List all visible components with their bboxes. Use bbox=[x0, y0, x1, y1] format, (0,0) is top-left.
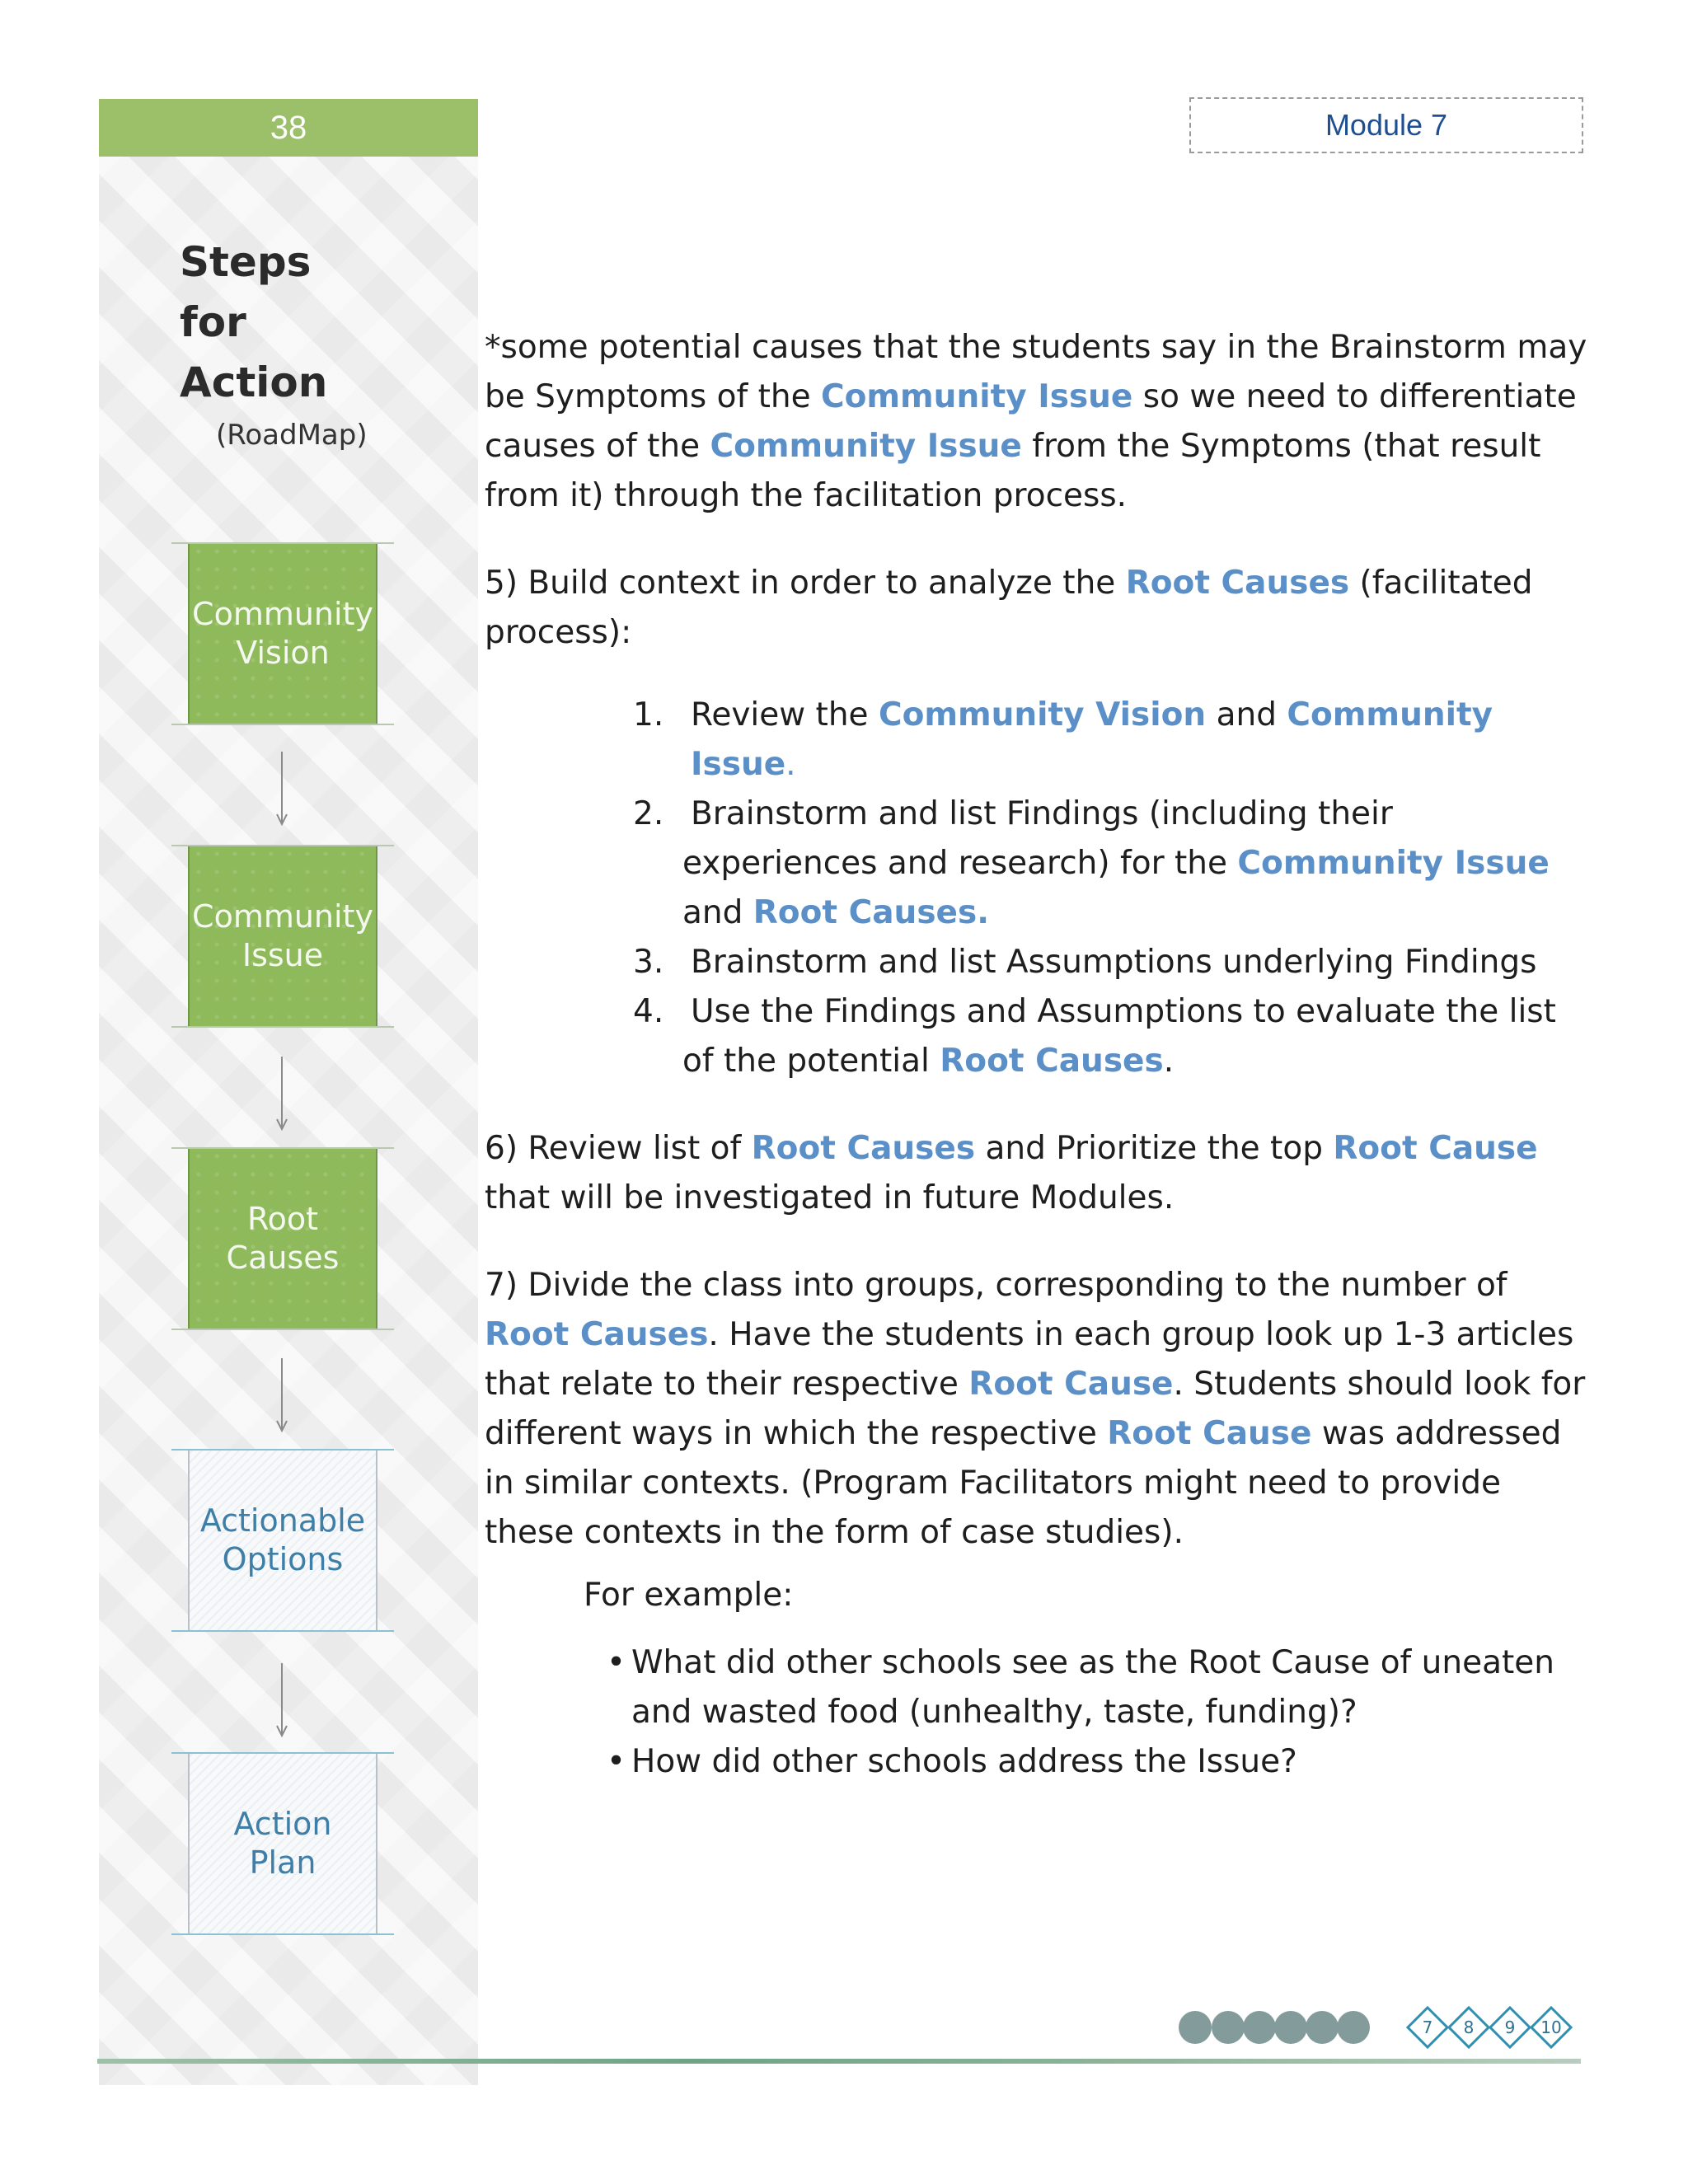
arrow-down-icon bbox=[275, 1358, 288, 1432]
step-label: Issue bbox=[241, 937, 324, 973]
text: . bbox=[785, 746, 796, 783]
keyword-root-causes: Root Causes bbox=[940, 1043, 1164, 1080]
paragraph-step-5 bbox=[485, 559, 1597, 658]
text: . Students should look for different ways in which the respective bbox=[485, 1366, 1586, 1452]
list-item bbox=[633, 691, 1597, 790]
bullet-icon: • bbox=[607, 1644, 626, 1681]
bullet-list bbox=[607, 1638, 1597, 1787]
example-label: For example: bbox=[584, 1577, 794, 1614]
text: Use the Findings and Assumptions to evaluate the list bbox=[691, 993, 1556, 1030]
text: experiences and research) for the bbox=[682, 845, 1238, 882]
text: *some potential causes that the students say in the Brainstorm may be Symptoms of the bbox=[485, 329, 1587, 415]
keyword-community-issue: Community Issue bbox=[710, 428, 1022, 465]
arrow-down-icon bbox=[275, 752, 288, 826]
list-item bbox=[633, 938, 1597, 987]
paragraph-step-6 bbox=[485, 1124, 1597, 1223]
keyword-community-issue: Community Issue bbox=[820, 378, 1133, 415]
steps-title-line: Steps bbox=[180, 238, 312, 286]
keyword-root-cause: Root Cause bbox=[1333, 1130, 1538, 1167]
keyword-root-causes: Root Causes bbox=[485, 1316, 709, 1353]
steps-title bbox=[180, 232, 327, 413]
text: so we need to differentiate causes of the bbox=[485, 378, 1577, 465]
paragraph-symptoms-note bbox=[485, 323, 1597, 521]
list-item bbox=[633, 987, 1597, 1086]
text: How did other schools address the Issue? bbox=[631, 1743, 1297, 1780]
keyword-root-cause: Root Cause bbox=[1107, 1415, 1312, 1452]
step-root-causes bbox=[188, 1147, 377, 1330]
list-item bbox=[607, 1638, 1597, 1737]
list-number: 1. bbox=[633, 696, 664, 733]
module-number: 8 bbox=[1463, 2018, 1475, 2037]
list-number: 3. bbox=[633, 944, 664, 981]
arrow-down-icon bbox=[275, 1663, 288, 1737]
keyword-root-causes: Root Causes. bbox=[753, 894, 990, 931]
text: 7) Divide the class into groups, corresponding to the number of bbox=[485, 1267, 1507, 1304]
text: and Prioritize the top bbox=[975, 1130, 1334, 1167]
module-number: 7 bbox=[1422, 2018, 1433, 2037]
list-item bbox=[607, 1737, 1597, 1787]
roadmap-subtitle: (RoadMap) bbox=[216, 419, 368, 452]
keyword-root-cause: Root Cause bbox=[968, 1366, 1174, 1403]
steps-title-line: Action bbox=[180, 359, 328, 406]
text: Brainstorm and list Findings (including their bbox=[691, 795, 1393, 832]
text: and bbox=[682, 894, 753, 931]
step-community-issue bbox=[188, 845, 377, 1028]
text: . Have the students in each group look up 1-3 articles that relate to their respective bbox=[485, 1316, 1574, 1403]
main-content bbox=[485, 323, 1597, 1787]
keyword-community-vision: Community Vision bbox=[878, 696, 1207, 733]
module-number: 10 bbox=[1540, 2018, 1562, 2037]
keyword-community-issue: Community Issue bbox=[1237, 845, 1550, 882]
text: Review the bbox=[691, 696, 879, 733]
text: 5) Build context in order to analyze the bbox=[485, 565, 1126, 602]
text: and bbox=[1206, 696, 1287, 733]
step-label: Actionable bbox=[199, 1502, 366, 1539]
keyword-community-issue: Community Issue bbox=[691, 696, 1493, 783]
text: Brainstorm and list Assumptions underlying Findings bbox=[691, 944, 1537, 981]
text: of the potential bbox=[682, 1043, 940, 1080]
steps-title-line: for bbox=[180, 298, 246, 346]
step-label: Options bbox=[222, 1541, 344, 1577]
list-number: 4. bbox=[633, 993, 664, 1030]
list-number: 2. bbox=[633, 795, 664, 832]
step-label: Action bbox=[233, 1806, 332, 1842]
text: . bbox=[1163, 1043, 1175, 1080]
paragraph-step-7 bbox=[485, 1261, 1597, 1558]
module-label: Module 7 bbox=[1189, 97, 1583, 153]
step-label: Causes bbox=[226, 1240, 340, 1276]
module-progress-icon bbox=[1170, 2001, 1582, 2050]
step-actionable-options bbox=[188, 1449, 377, 1632]
footer-divider bbox=[97, 2059, 1581, 2064]
text: 6) Review list of bbox=[485, 1130, 752, 1167]
step-action-plan bbox=[188, 1752, 377, 1935]
arrow-down-icon bbox=[275, 1057, 288, 1131]
text: from the Symptoms (that result from it) through the facilitation process. bbox=[485, 428, 1541, 514]
step-label: Community bbox=[192, 596, 373, 632]
text: that will be investigated in future Modules. bbox=[485, 1179, 1175, 1216]
step-label: Plan bbox=[249, 1844, 316, 1881]
step-label: Vision bbox=[236, 635, 330, 671]
keyword-root-causes: Root Causes bbox=[1125, 565, 1350, 602]
step-community-vision bbox=[188, 542, 377, 725]
numbered-list bbox=[633, 691, 1597, 1086]
text: (facilitated process): bbox=[485, 565, 1533, 651]
module-number: 9 bbox=[1504, 2018, 1516, 2037]
step-label: Community bbox=[192, 898, 373, 935]
text: What did other schools see as the Root Cause of uneaten and wasted food (unhealthy, taste, funding)? bbox=[631, 1644, 1555, 1731]
keyword-root-causes: Root Causes bbox=[751, 1130, 976, 1167]
bullet-icon: • bbox=[607, 1743, 626, 1780]
text: was addressed in similar contexts. (Program Facilitators might need to provide these contexts in the form of case studies). bbox=[485, 1415, 1562, 1551]
step-label: Root bbox=[246, 1201, 319, 1237]
page-number: 38 bbox=[99, 99, 478, 157]
list-item bbox=[633, 790, 1597, 938]
